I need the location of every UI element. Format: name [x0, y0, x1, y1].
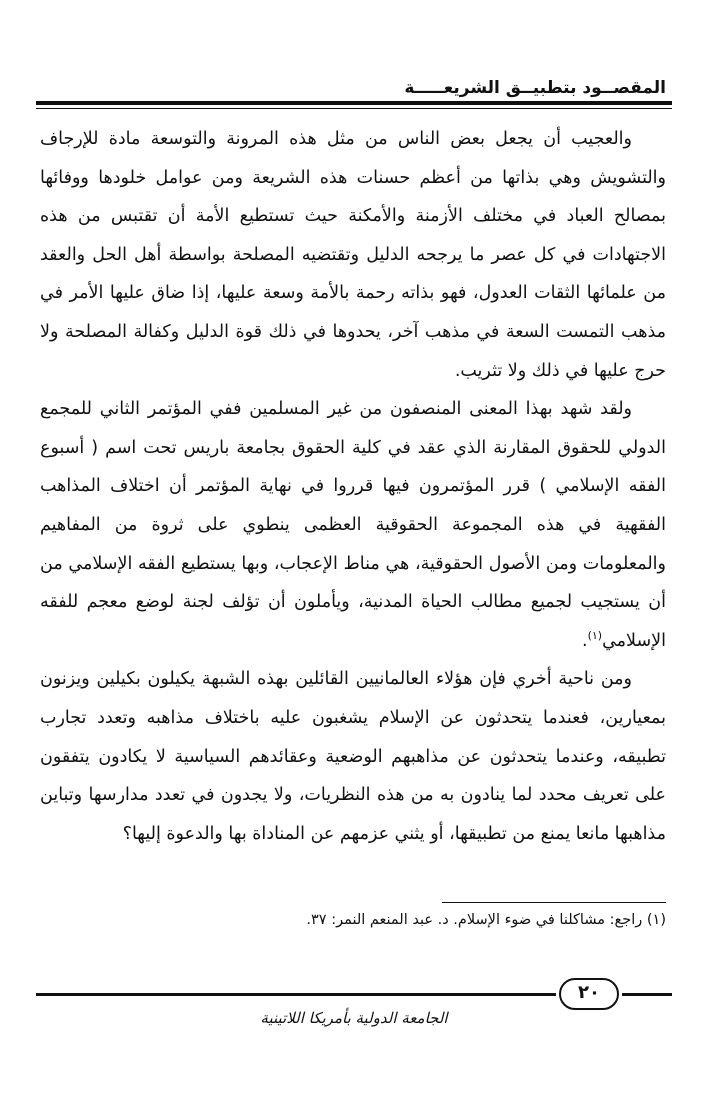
paragraph-2-text: ولقد شهد بهذا المعنى المنصفون من غير المسلمين ففي المؤتمر الثاني للمجمع الدولي للحقوق المقارنة الذي عقد في كلية الحقوق بجامعة باريس تحت اسم ( أسبوع الفقه الإسلامي ) قرر المؤتمرون فيها قرروا في نهاية المؤتمر أن اختلاف المذاهب الفقهية في هذه المجموعة الحقوقية العظمى ينطوي على ثروة من المفاهيم والمعلومات ومن الأصول الحقوقية، هي مناط الإعجاب، وبها يستطيع الفقه الإسلامي من أن يستجيب لجميع مطالب الحياة المدنية، ويأملون أن تؤلف لجنة لوضع معجم للفقه الإسلامي: [40, 399, 666, 651]
footer-rule-right: [622, 993, 672, 996]
footnote: (١) راجع: مشاكلنا في ضوء الإسلام. د. عبد المنعم النمر: ٣٧.: [306, 912, 666, 928]
footnote-reference: (١): [587, 628, 603, 642]
paragraph-2: [40, 390, 666, 660]
header-rule-thin: [36, 108, 672, 109]
header-rule: [36, 101, 672, 105]
body-text: [40, 120, 666, 853]
paragraph-2-end: .: [581, 630, 588, 651]
paragraph-1: والعجيب أن يجعل بعض الناس من مثل هذه المرونة والتوسعة مادة للإرجاف والتشويش وهي بذاتها من أعظم حسنات هذه الشريعة ومن عوامل خلودها ووفائها بمصالح العباد في مختلف الأزمنة والأمكنة حيث تستطيع الأمة أن تقتبس من هذه الاجتهادات في كل عصر ما يرجحه الدليل وتقتضيه المصلحة بواسطة أهل الحل والعقد من علمائها الثقات العدول، فهو بذاته رحمة بالأمة وسعة عليها، إذا ضاق عليها الأمر في مذهب التمست السعة في مذهب آخر، يحدوها في ذلك قوة الدليل وكفالة المصلحة ولا حرج عليها في ذلك ولا تثريب.: [40, 129, 666, 381]
running-header: المقصــود بتطبيــق الشريعـــــة: [404, 78, 666, 98]
footnote-rule: [442, 902, 666, 903]
paragraph-3: ومن ناحية أخري فإن هؤلاء العالمانيين القائلين بهذه الشبهة يكيلون بكيلين ويزنون بمعيارين، فعندما يتحدثون عن الإسلام يشغبون عليه باختلاف مذاهبه وتعدد تجارب تطبيقه، وعندما يتحدثون عن مذاهبهم الوضعية وعقائدهم السياسية لا يكادون يتفقون على تعريف محدد لما ينادون به من هذه النظريات، ولا يجدون في تعدد مدارسها وتباين مذاهبها مانعا يمنع من تطبيقها، أو يثني عزمهم عن المناداة بها والدعوة إليها؟: [40, 669, 666, 844]
footer-rule-left: [36, 993, 556, 996]
page-number: ٢٠: [559, 978, 619, 1010]
publisher-name: الجامعة الدولية بأمريكا اللاتينية: [260, 1009, 448, 1027]
